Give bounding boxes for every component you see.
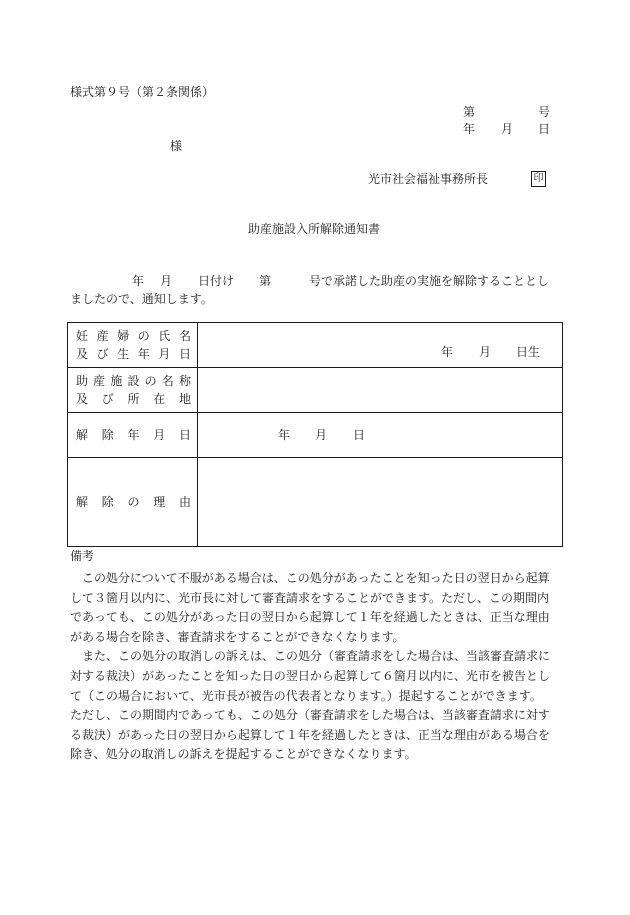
label-char: 解 <box>76 495 89 509</box>
label-char: 所 <box>127 392 140 406</box>
label-char: 年 <box>137 347 150 361</box>
label-char: 解 <box>76 428 89 442</box>
number-suffix: 号 <box>538 105 551 119</box>
addressee-suffix: 様 <box>170 139 183 153</box>
label-char: の <box>144 374 157 388</box>
issuer-name: 光市社会福祉事務所長 <box>368 172 489 186</box>
value-reason <box>198 458 563 547</box>
remarks-line: であっても、この処分があった日の翌日から起算して１年を経過したときは、正当な理由 <box>70 610 550 625</box>
body-month: 月 <box>160 274 173 288</box>
remarks-line: て（この場合において、光市長が被告の代表者となります。）提起することができます。 <box>70 688 542 703</box>
label-char: 年 <box>127 428 140 442</box>
remarks-line: る裁決）があった日の翌日から起算して１年を経過したときは、正当な理由がある場合を <box>70 727 550 742</box>
body-year: 年 <box>132 274 145 288</box>
remarks-line: がある場合を除き、審査請求をすることができなくなります。 <box>70 629 405 644</box>
label-char: 名 <box>178 329 191 343</box>
number-prefix: 第 <box>463 105 476 119</box>
remarks-line: ただし、この期間内であっても、この処分（審査請求をした場合は、当該審査請求に対す <box>70 708 550 723</box>
remarks-heading: 備考 <box>70 549 95 563</box>
value-cancel-date <box>198 413 563 458</box>
table-row-cancel-date <box>68 413 563 458</box>
table-row-facility <box>68 368 563 413</box>
label-char: 在 <box>153 392 166 406</box>
label-char: 地 <box>178 392 191 406</box>
label-char: 産 <box>96 329 109 343</box>
remarks-line: 除き、処分の取消しの訴えを提起することができなくなります。 <box>70 747 417 762</box>
label-cancel-date-line <box>68 426 197 444</box>
label-char: 由 <box>178 495 191 509</box>
label-char: び <box>96 347 109 361</box>
label-char: 婦 <box>117 329 130 343</box>
label-char: の <box>127 495 140 509</box>
form-number: 様式第９号（第２条関係） <box>70 85 215 99</box>
date-month: 月 <box>501 122 514 136</box>
label-facility-line2 <box>68 390 197 408</box>
cancel-month: 月 <box>315 428 328 442</box>
label-char: 月 <box>153 428 166 442</box>
label-char: 月 <box>158 347 171 361</box>
label-char: 及 <box>76 347 89 361</box>
value-facility <box>198 368 563 413</box>
label-char: 称 <box>178 374 191 388</box>
body-dai: 第 <box>259 274 272 288</box>
label-char: び <box>101 392 114 406</box>
label-char: 日 <box>178 347 191 361</box>
label-reason-line <box>68 493 197 511</box>
table-row-mother <box>68 323 563 368</box>
remarks-line: して３箇月以内に、光市長に対して審査請求をすることができます。ただし、この期間内 <box>70 590 550 605</box>
label-char: 除 <box>101 495 114 509</box>
label-char: 助 <box>76 374 89 388</box>
label-char: 氏 <box>158 329 171 343</box>
remarks-line: 対する裁決）があったことを知った日の翌日から起算して６箇月以内に、光市を被告とし <box>70 669 550 683</box>
label-facility-line1 <box>68 372 197 390</box>
table-row-reason <box>68 458 563 547</box>
body-rest: 号で承諾した助産の実施を解除することとし <box>309 274 550 288</box>
document-title: 助産施設入所解除通知書 <box>248 222 381 236</box>
label-reason <box>68 458 198 547</box>
label-char: 理 <box>153 495 166 509</box>
remarks-line: また、この処分の取消しの訴えは、この処分（審査請求をした場合は、当該審査請求に <box>70 649 551 664</box>
label-char: 除 <box>101 428 114 442</box>
label-char: 及 <box>76 392 89 406</box>
label-mother-line1 <box>68 327 197 345</box>
label-char: 設 <box>127 374 140 388</box>
label-cancel-date <box>68 413 198 458</box>
label-char: 施 <box>110 374 123 388</box>
value-mother <box>198 323 563 368</box>
birth-year: 年 <box>441 345 454 359</box>
remarks-line: この処分について不服がある場合は、この処分があったことを知った日の翌日から起算 <box>70 571 550 585</box>
label-char: 産 <box>93 374 106 388</box>
birth-month: 月 <box>479 345 492 359</box>
label-char: 名 <box>161 374 174 388</box>
birth-day: 日生 <box>516 345 541 359</box>
label-char: 妊 <box>76 329 89 343</box>
label-mother-line2 <box>68 345 197 363</box>
label-char: の <box>137 329 150 343</box>
cancel-day: 日 <box>353 428 366 442</box>
body-dated: 日付け <box>198 274 235 288</box>
date-year: 年 <box>463 122 476 136</box>
label-char: 日 <box>178 428 191 442</box>
form-table <box>67 322 563 547</box>
seal-stamp: 印 <box>531 171 546 187</box>
label-facility <box>68 368 198 413</box>
cancel-year: 年 <box>278 428 291 442</box>
label-mother <box>68 323 198 368</box>
body-line2: ましたので、通知します。 <box>70 292 213 306</box>
label-char: 生 <box>117 347 130 361</box>
date-day: 日 <box>538 122 551 136</box>
